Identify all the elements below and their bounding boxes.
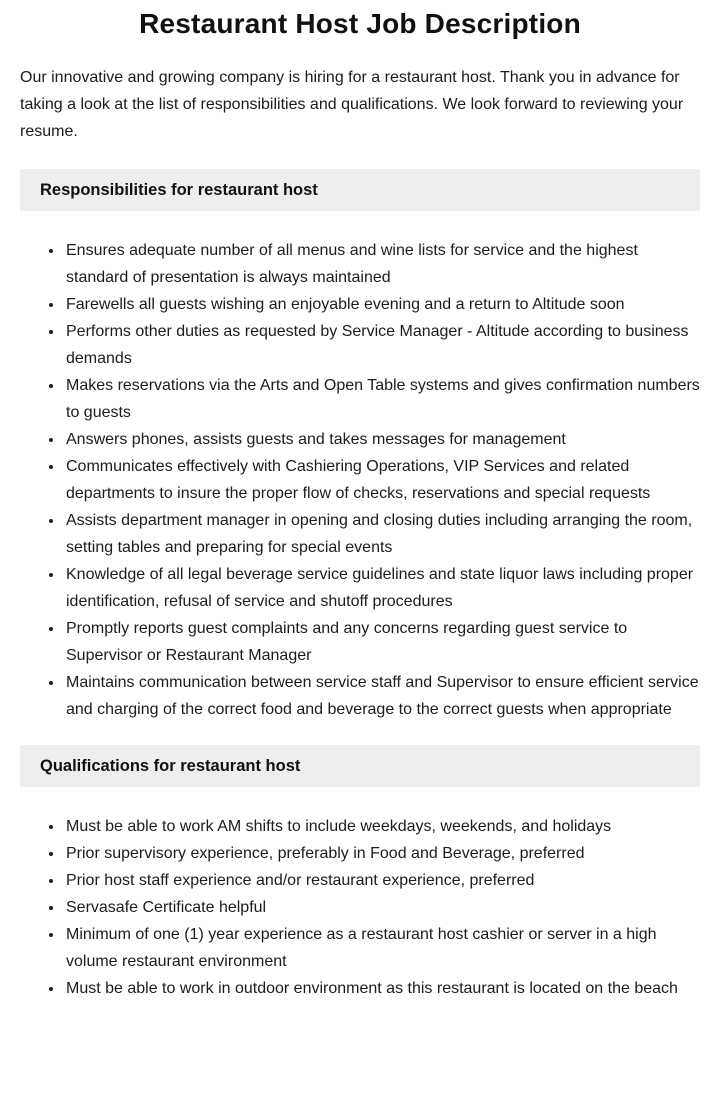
- list-item: • Minimum of one (1) year experience as a restaurant host cashier or server in a high volume restaurant environment: [64, 921, 700, 975]
- list-item: • Maintains communication between service staff and Supervisor to ensure efficient service and charging of the correct food and beverage to the correct guests when appropriate: [64, 669, 700, 723]
- section-header-qualifications: Qualifications for restaurant host: [20, 745, 700, 787]
- list-item: • Knowledge of all legal beverage service guidelines and state liquor laws including proper identification, refusal of service and shutoff procedures: [64, 561, 700, 615]
- page-title: Restaurant Host Job Description: [139, 8, 581, 39]
- list-item: • Farewells all guests wishing an enjoyable evening and a return to Altitude soon: [64, 291, 700, 318]
- list-item: • Must be able to work AM shifts to include weekdays, weekends, and holidays: [64, 813, 700, 840]
- qualifications-list: [20, 813, 700, 1002]
- list-item: • Servasafe Certificate helpful: [64, 894, 700, 921]
- responsibilities-list: [20, 237, 700, 723]
- list-item: • Performs other duties as requested by Service Manager - Altitude according to business demands: [64, 318, 700, 372]
- list-item: • Promptly reports guest complaints and any concerns regarding guest service to Supervisor or Restaurant Manager: [64, 615, 700, 669]
- document-page: [20, 0, 700, 1002]
- list-item: • Communicates effectively with Cashiering Operations, VIP Services and related departments to insure the proper flow of checks, reservations and special requests: [64, 453, 700, 507]
- list-item: • Assists department manager in opening and closing duties including arranging the room, setting tables and preparing for special events: [64, 507, 700, 561]
- list-item: • Prior host staff experience and/or restaurant experience, preferred: [64, 867, 700, 894]
- intro-paragraph: Our innovative and growing company is hiring for a restaurant host. Thank you in advance for taking a look at the list of responsibilities and qualifications. We look forward to reviewing your resume.: [20, 69, 684, 140]
- list-item: • Makes reservations via the Arts and Open Table systems and gives confirmation numbers to guests: [64, 372, 700, 426]
- section-header-responsibilities: Responsibilities for restaurant host: [20, 169, 700, 211]
- list-item: • Answers phones, assists guests and takes messages for management: [64, 426, 700, 453]
- list-item: • Prior supervisory experience, preferably in Food and Beverage, preferred: [64, 840, 700, 867]
- list-item: • Ensures adequate number of all menus and wine lists for service and the highest standard of presentation is always maintained: [64, 237, 700, 291]
- list-item: • Must be able to work in outdoor environment as this restaurant is located on the beach: [64, 975, 700, 1002]
